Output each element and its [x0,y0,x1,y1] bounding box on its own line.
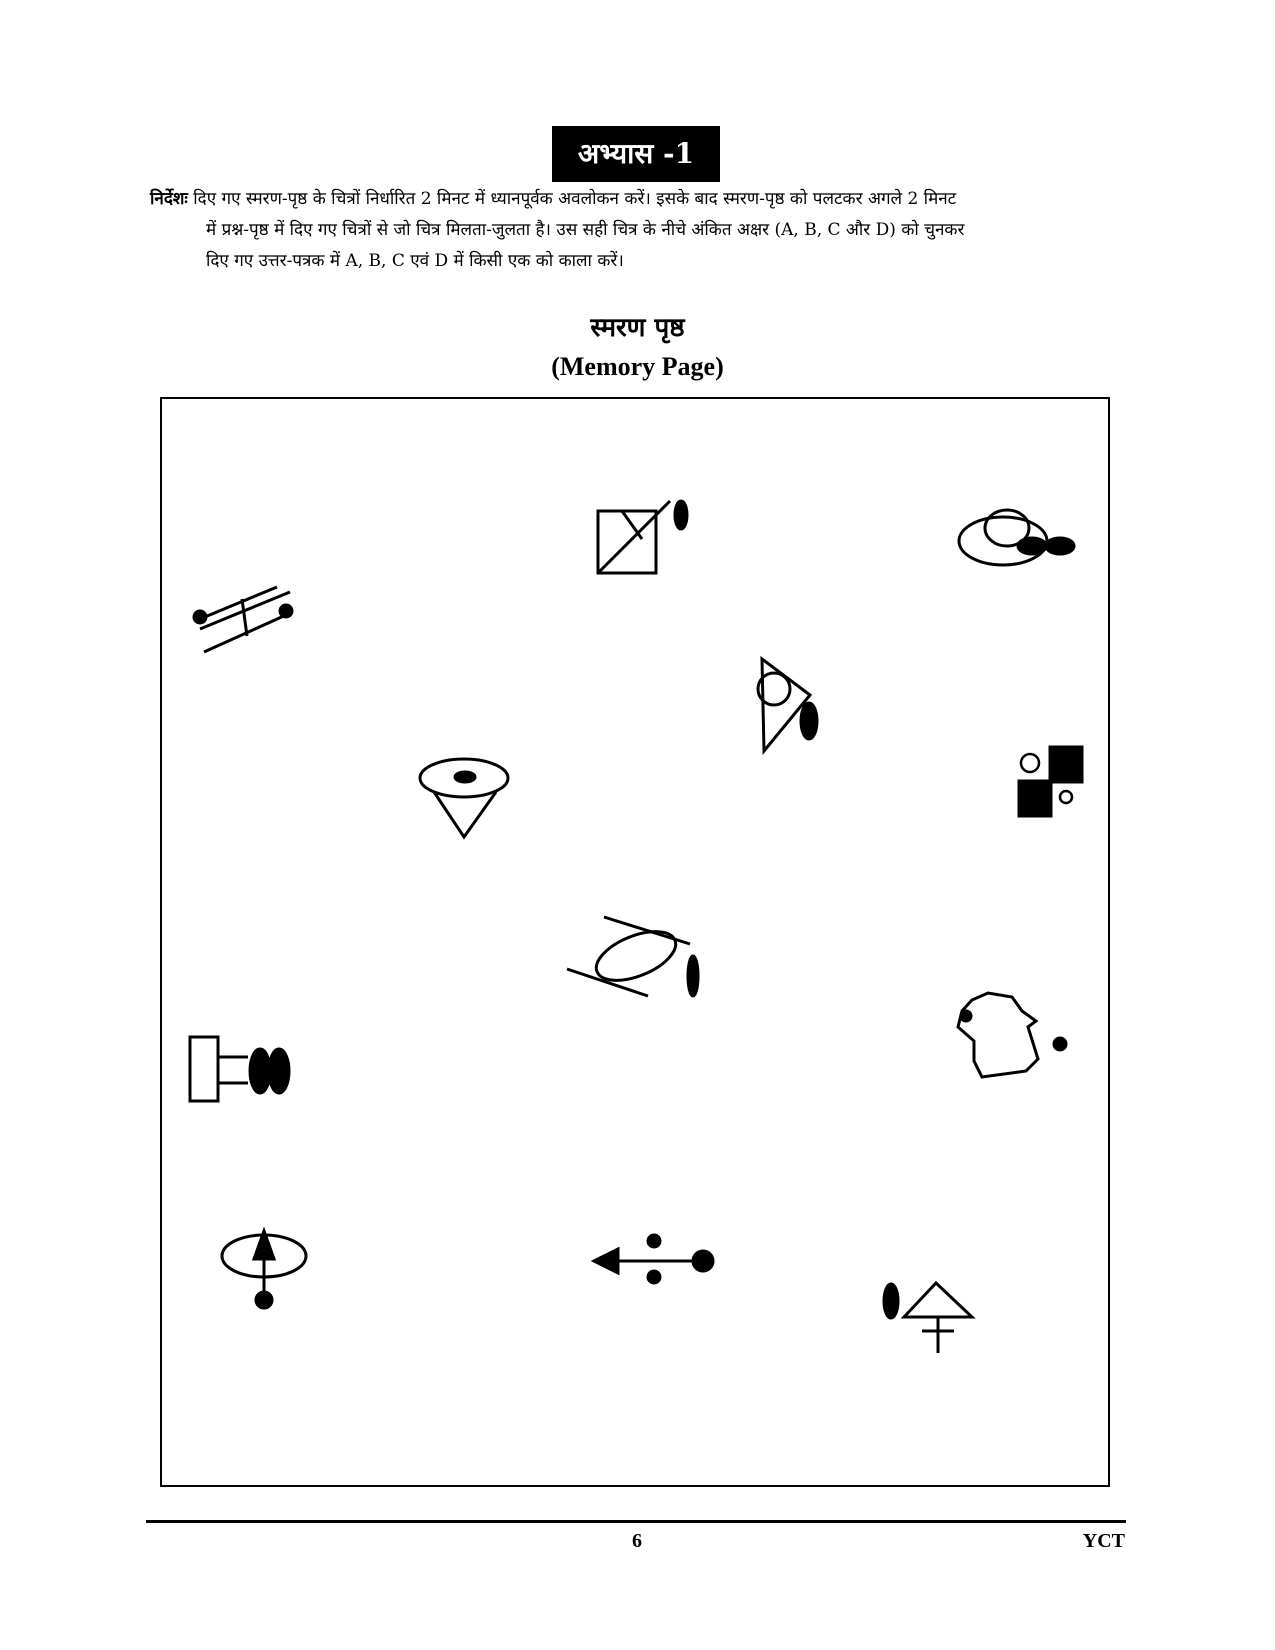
exercise-title: अभ्यास -1 [552,126,720,182]
figure-ellipse-arrow [222,1231,306,1308]
figure-triangle-circle [758,659,817,751]
figure-irregular-shape [958,993,1066,1077]
figure-divide-arrow [594,1235,713,1283]
instructions-line-3: दिए गए उत्तर-पत्रक में A, B, C एवं D में किसी एक को काला करें। [206,251,624,271]
page-number: 6 [632,1530,642,1552]
figure-rectangle-bars [190,1037,289,1101]
instructions-line-2: में प्रश्न-पृष्ठ में दिए गए चित्रों से जो चित्र मिलता-जुलता है। उस सही चित्र के नीचे अंकित अक्षर (A, B, C और D) को चुनकर [206,220,965,240]
footer-brand: YCT [1082,1530,1125,1552]
figure-zigzag-lines [194,587,292,652]
memory-page-title-hindi: स्मरण पृष्ठ [590,313,685,343]
figure-cone-ellipse [420,759,508,837]
figure-triangle-cross [884,1283,972,1353]
memory-page-title-english: (Memory Page) [551,352,724,381]
figure-square-diagonal [598,501,687,573]
instructions-label: निर्देशः [150,189,188,209]
figure-overlapping-ellipses [959,510,1074,565]
instructions [150,184,1126,277]
instructions-line-1: दिए गए स्मरण-पृष्ठ के चित्रों निर्धारित 2 मिनट में ध्यानपूर्वक अवलोकन करें। इसके बाद स्मरण-पृष्ठ को पलटकर अगले 2 मिनट [193,189,957,209]
figure-ellipse-parallel-lines [567,917,698,996]
footer-rule [146,1520,1126,1523]
figure-checker-squares [1019,747,1082,816]
memory-figures [162,399,1108,1485]
memory-figure-box [160,397,1110,1487]
